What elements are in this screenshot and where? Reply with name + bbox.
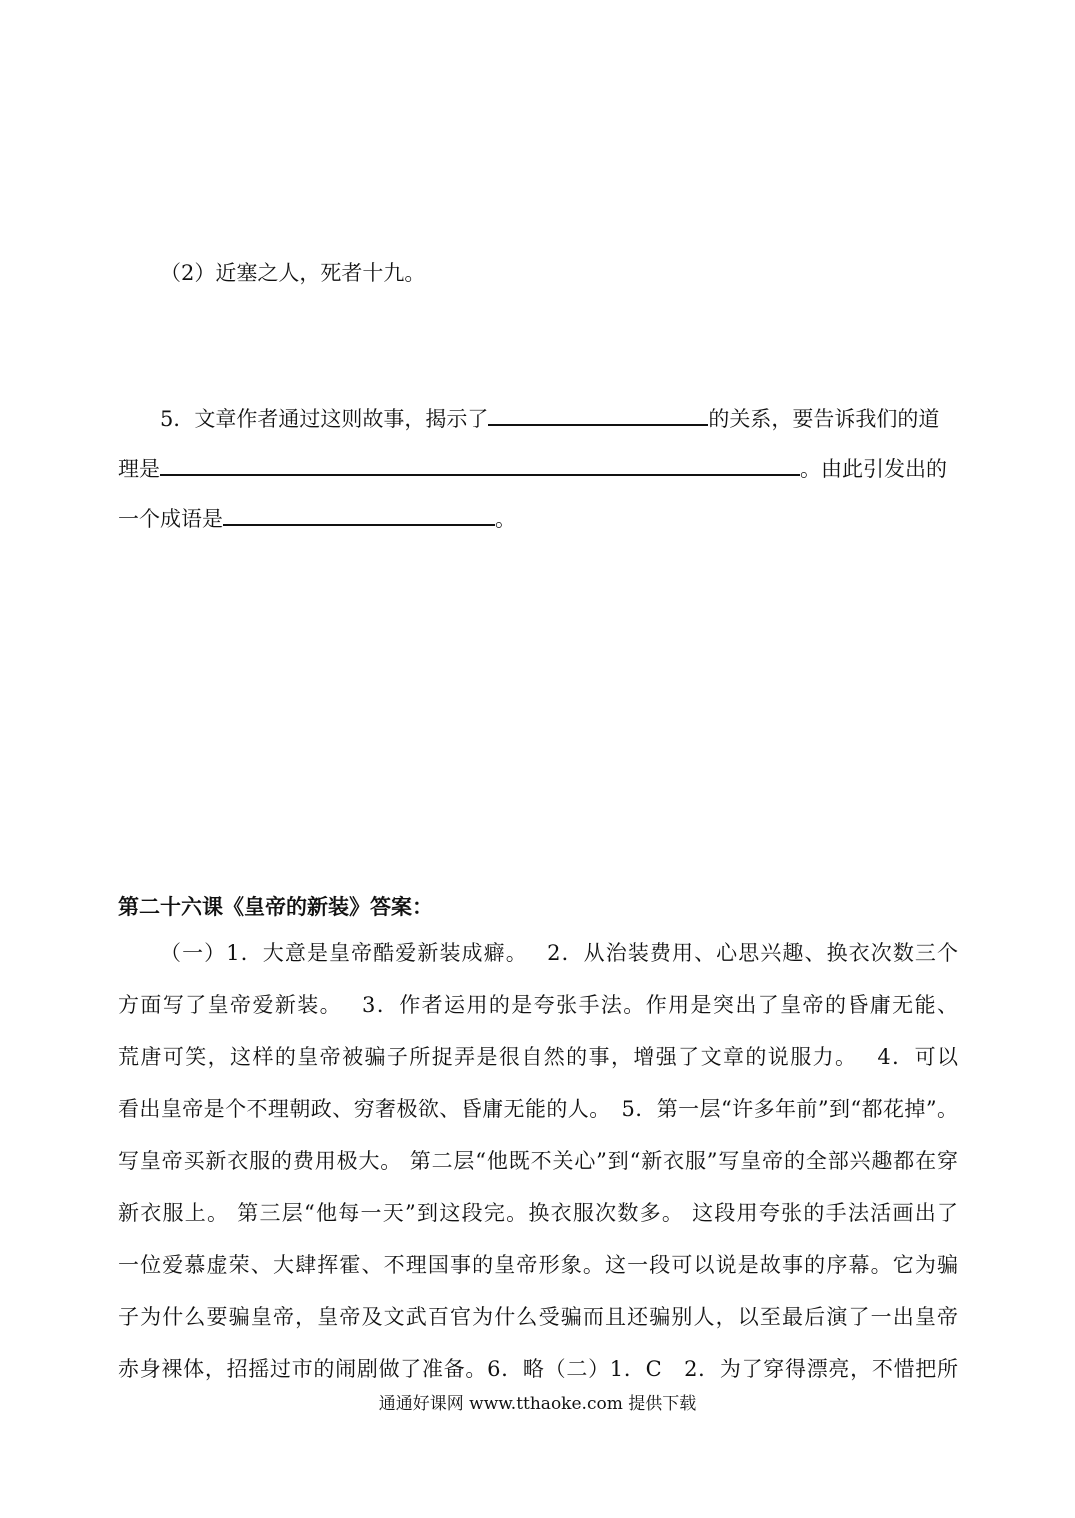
answer-line-1: （一）1．大意是皇帝酷爱新装成癖。 2．从治装费用、心思兴趣、换衣次数三个 (160, 941, 958, 965)
question-4-item-2: （2）近塞之人，死者十九。 (160, 261, 426, 285)
question-5-line-1 (160, 402, 958, 434)
answer-line-4: 看出皇帝是个不理朝政、穷奢极欲、昏庸无能的人。 5．第一层“许多年前”到“都花掉”。 (118, 1097, 958, 1121)
answer-line-3: 荒唐可笑，这样的皇帝被骗子所捉弄是很自然的事，增强了文章的说服力。 4．可以 (118, 1045, 958, 1069)
answer-blank-relation[interactable] (488, 402, 708, 426)
answer-blank-lesson[interactable] (160, 452, 800, 476)
answer-line-5: 写皇帝买新衣服的费用极大。 第二层“他既不关心”到“新衣服”写皇帝的全部兴趣都在穿 (118, 1149, 958, 1173)
answers-heading: 第二十六课《皇帝的新装》答案： (118, 894, 433, 919)
answer-line-7: 一位爱慕虚荣、大肆挥霍、不理国事的皇帝形象。这一段可以说是故事的序幕。它为骗 (118, 1253, 958, 1277)
answer-line-2: 方面写了皇帝爱新装。 3．作者运用的是夸张手法。作用是突出了皇帝的昏庸无能、 (118, 993, 958, 1017)
question-5-text-e: 一个成语是 (118, 507, 223, 531)
question-5-line-3 (118, 502, 958, 534)
answer-line-8: 子为什么要骗皇帝，皇帝及文武百官为什么受骗而且还骗别人，以至最后演了一出皇帝 (118, 1305, 958, 1329)
question-5-text-b: 的关系，要告诉我们的道 (708, 407, 940, 431)
question-5-text-d: 。由此引发出的 (800, 457, 947, 481)
answer-line-9: 赤身裸体，招摇过市的闹剧做了准备。6．略（二）1．C 2．为了穿得漂亮，不惜把所 (118, 1357, 958, 1381)
question-5-text-c: 理是 (118, 457, 160, 481)
answer-blank-idiom[interactable] (223, 502, 495, 526)
question-5-text-a: 5．文章作者通过这则故事，揭示了 (160, 407, 489, 431)
question-5-text-f: 。 (495, 507, 516, 531)
page-footer: 通通好课网 www.tthaoke.com 提供下载 (378, 1394, 697, 1414)
answer-line-6: 新衣服上。 第三层“他每一天”到这段完。换衣服次数多。 这段用夸张的手法活画出了 (118, 1201, 958, 1225)
question-5-line-2 (118, 452, 958, 484)
